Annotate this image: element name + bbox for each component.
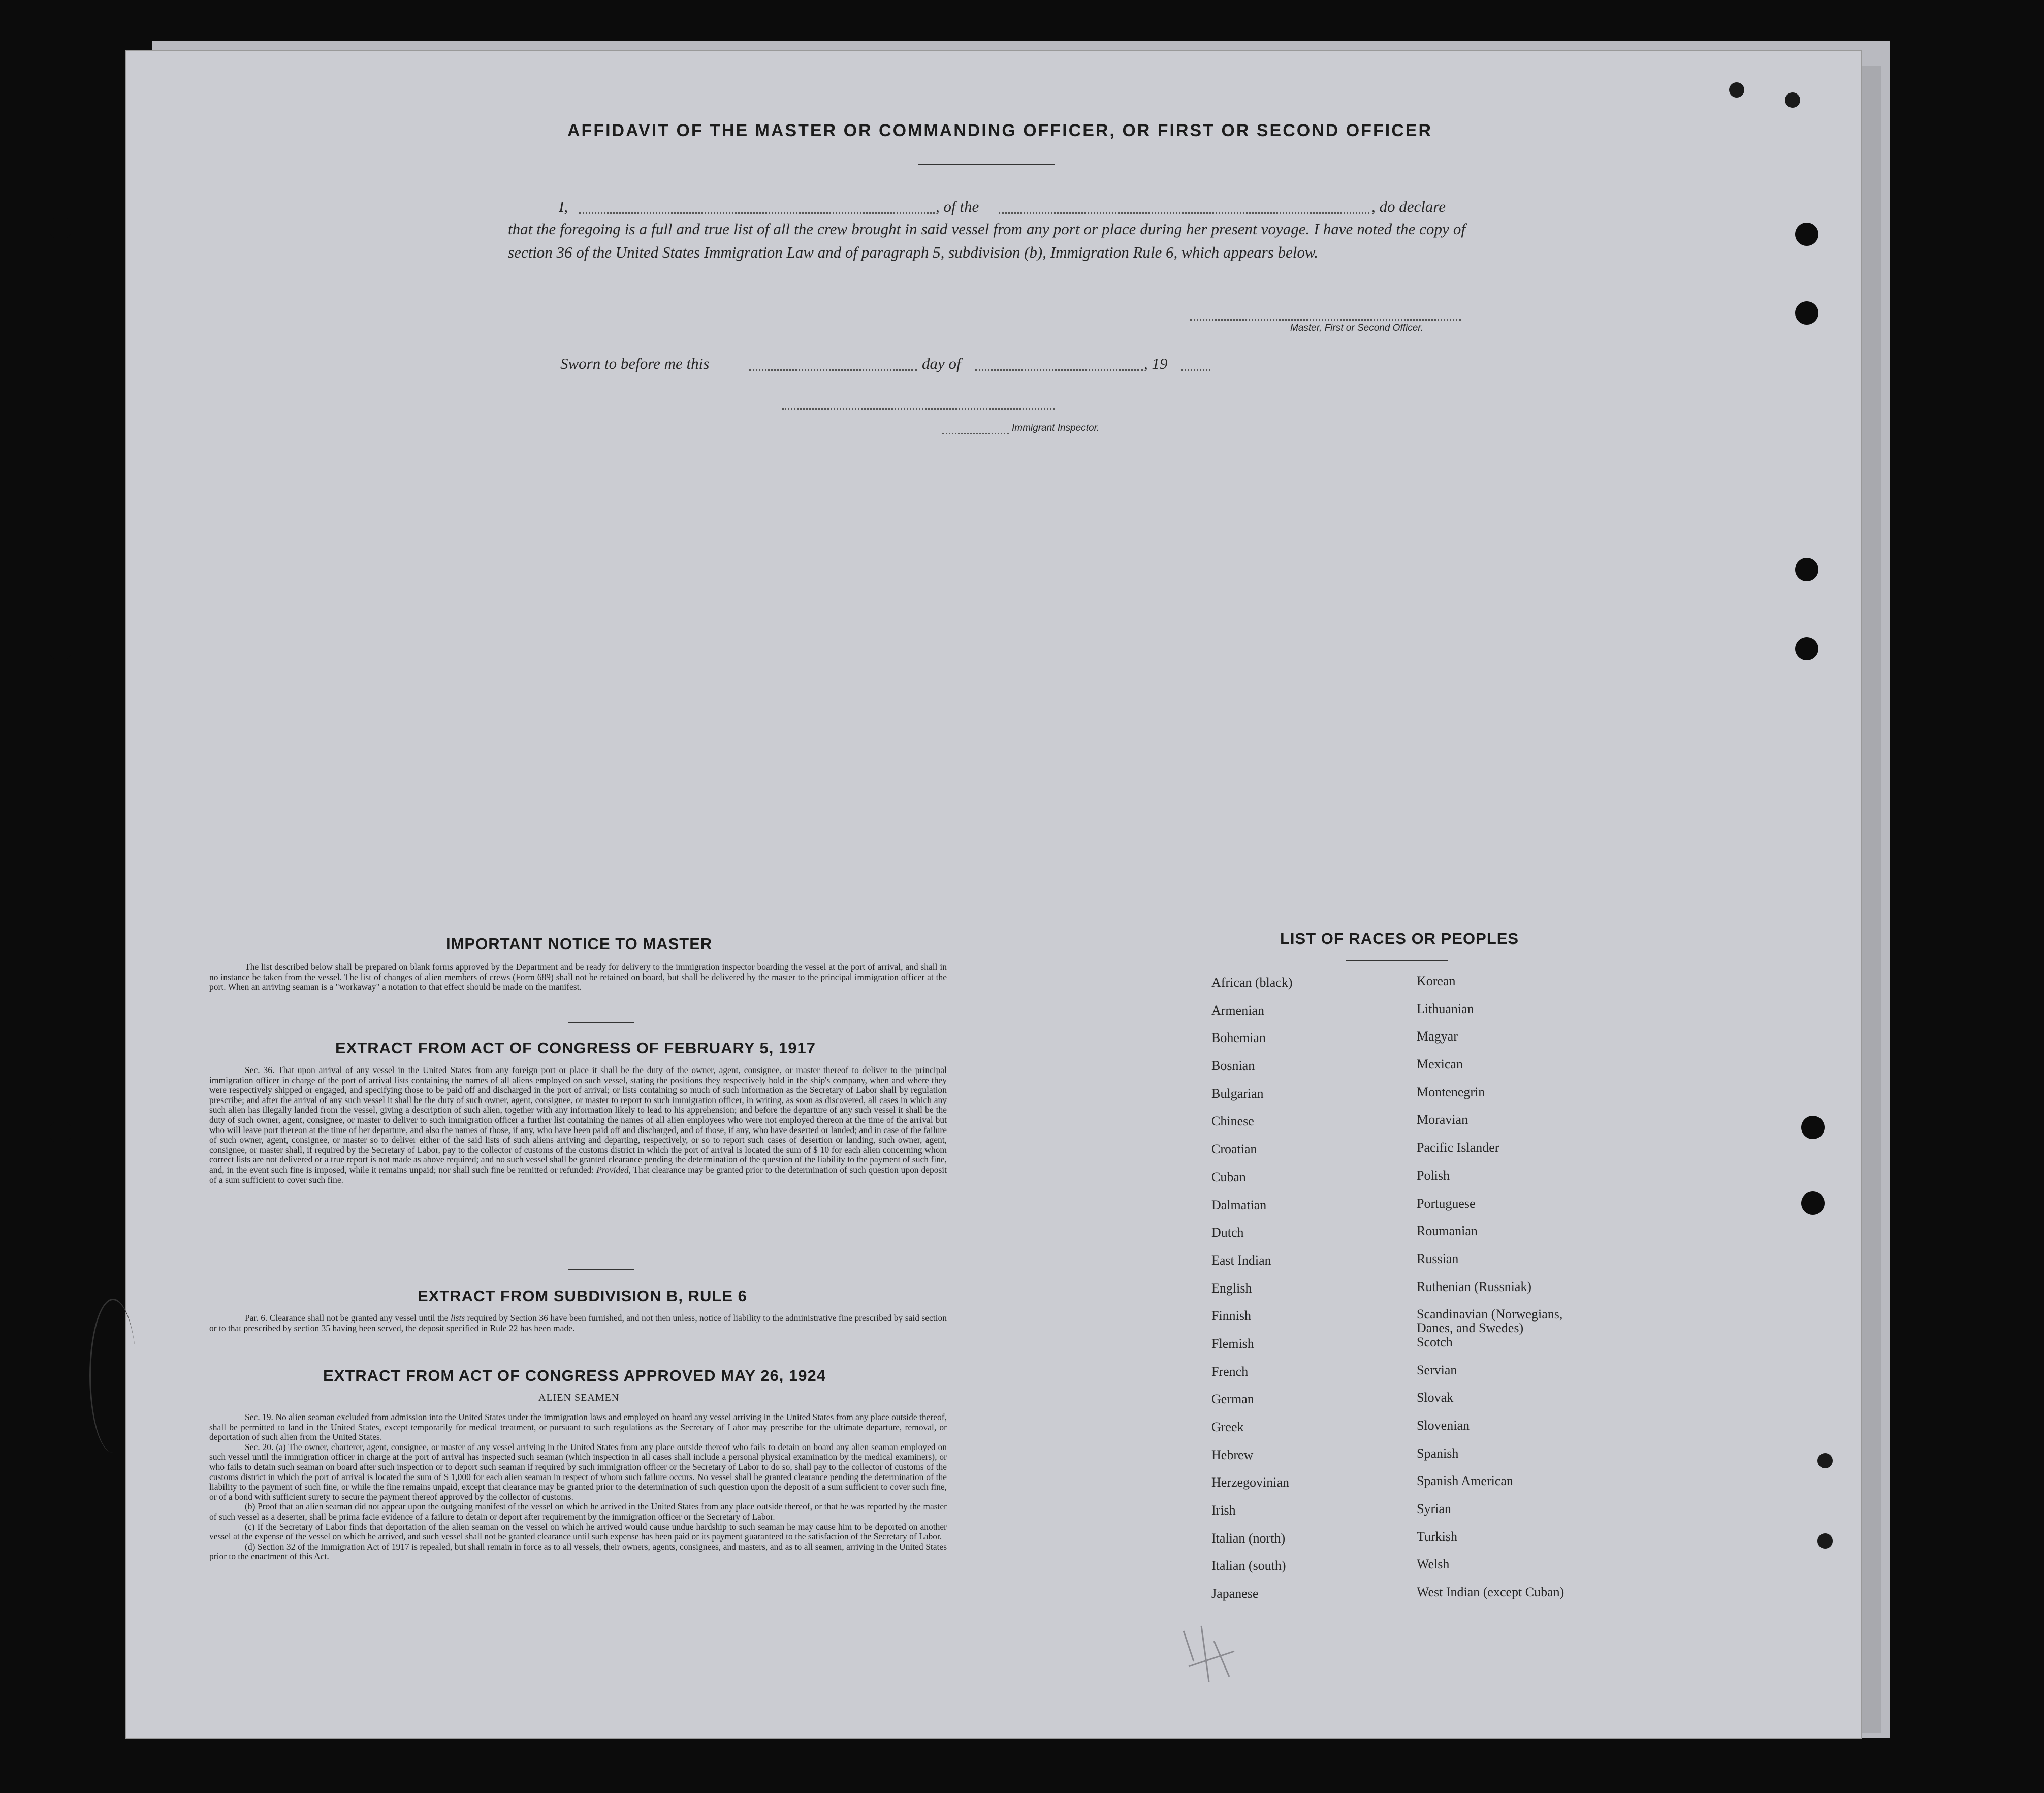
- punch-hole: [49, 559, 72, 582]
- race-item: French: [1211, 1364, 1249, 1379]
- race-item: Servian: [1417, 1362, 1457, 1377]
- race-item: Bulgarian: [1211, 1086, 1264, 1101]
- punch-hole: [1795, 558, 1818, 581]
- race-item: Spanish: [1417, 1445, 1459, 1461]
- race-item: Polish: [1417, 1168, 1450, 1183]
- race-item: Ruthenian (Russniak): [1417, 1279, 1532, 1294]
- race-item: Scotch: [1417, 1334, 1453, 1349]
- races-title-underline: [1346, 960, 1448, 961]
- notice-paragraph: The list described below shall be prepared on blank forms approved by the Department and be ready for delivery to the immigration inspector boarding the vessel at the port of arrival, and shall in no instance be taken from the vessel. The list of changes of alien members of crews (Form 689) shall not be retained on board, but shall be delivered by the master to the principal immigration officer at the port. When an arriving seaman is a "workaway" a notation to that effect should be made on the manifest.: [209, 962, 947, 992]
- sworn-day-blank: [749, 369, 917, 371]
- punch-hole: [1795, 223, 1818, 246]
- sec-20c-paragraph: (c) If the Secretary of Labor finds that deportation of the alien seaman on the vessel on which he arrived would cause undue hardship to such seaman he may cause him to be deported on another vessel at the expense of the vessel on which he arrived, and such vessel shall not be granted clearance until such expense has been paid or its payment guaranteed to the satisfaction of the Secretary of Labor.: [209, 1521, 947, 1542]
- extract-1917-body: [209, 1065, 947, 1185]
- races-title: LIST OF RACES OR PEOPLES: [1280, 930, 1519, 948]
- affidavit-line1-declare: , do declare: [1371, 198, 1446, 215]
- extract-rule6-body: [209, 1313, 947, 1333]
- race-item: German: [1211, 1392, 1254, 1407]
- officer-signature-line: [1190, 319, 1461, 321]
- race-item: Japanese: [1211, 1586, 1259, 1601]
- punch-hole: [49, 638, 72, 661]
- inspector-signature-line: [782, 408, 1055, 410]
- affidavit-title: AFFIDAVIT OF THE MASTER OR COMMANDING OFFICER, OR FIRST OR SECOND OFFICER: [567, 121, 1432, 140]
- extract-1917-title: EXTRACT FROM ACT OF CONGRESS OF FEBRUARY 5, 1917: [335, 1039, 816, 1057]
- punch-hole: [49, 1189, 72, 1212]
- extract-rule6-title: EXTRACT FROM SUBDIVISION B, RULE 6: [418, 1287, 747, 1305]
- race-item: Slovenian: [1417, 1418, 1470, 1433]
- affidavit-body: that the foregoing is a full and true list of all the crew brought in said vessel from any port or place during her present voyage. I have noted the copy of section 36 of the United States Immigration Law and of paragraph 5, subdivision (b), Immigration Rule 6, which appears below.: [508, 220, 1465, 261]
- sworn-year: , 19: [1144, 355, 1168, 372]
- race-item: Irish: [1211, 1503, 1236, 1518]
- race-item: Dutch: [1211, 1225, 1244, 1240]
- section-divider: [568, 1022, 634, 1023]
- race-item: Finnish: [1211, 1308, 1252, 1324]
- alien-seamen-subtitle: ALIEN SEAMEN: [538, 1392, 620, 1403]
- race-item: Herzegovinian: [1211, 1475, 1290, 1490]
- officer-signature-caption: Master, First or Second Officer.: [1290, 323, 1424, 333]
- race-item: Chinese: [1211, 1114, 1254, 1129]
- race-item: Korean: [1417, 973, 1456, 988]
- vessel-blank: [999, 212, 1369, 214]
- extract-1917-text: Sec. 36. That upon arrival of any vessel in the United States from any foreign port or place it shall be the duty of the owner, agent, consignee, or master thereof to deliver to the principal immigration officer in charge of the port of arrival lists containing the names of all aliens employed on such vessel, stating the positions they respectively hold in the ship's company, when and where they were respectively shipped or engaged, and specifying those to be paid off and discharged in the port of arrival; or lists containing so much of such information as the Secretary of Labor shall by regulation prescribe; and after the arrival of any such vessel it shall be the duty of such owner, agent, consignee, or master to report to such immigration officer, in writing, as soon as discovered, all cases in which any such alien has illegally landed from the vessel, giving a description of such alien, together with any information likely to lead to his apprehension; and before the departure of any such vessel it shall be the duty of such owner, agent, consignee, or master to deliver to such immigration officer a further list containing the names of all alien employees who were not employed thereon at the time of the arrival but who will leave port thereon at the time of her departure, and also the names of those, if any, who have been paid off and discharged, and of those, if any, who have deserted or landed; and in case of the failure of such owner, agent, consignee, or master so to deliver either of the said lists of such aliens arriving and departing, respectively, or so to report such cases of desertion or landing, such owner, agent, consignee, or master shall, if required by the Secretary of Labor, pay to the collector of customs of the customs district in which the port of arrival is located the sum of $ 10 for each alien concerning whom correct lists are not delivered or a true report is not made as above required; and no such vessel shall be granted clearance pending the determination of the question of the liability to the payment of such fine, and, in the event such fine is imposed, while it remains unpaid; nor shall such fine be remitted or refunded:: [209, 1065, 947, 1175]
- race-item: Mexican: [1417, 1057, 1463, 1072]
- race-item: Montenegrin: [1417, 1084, 1485, 1099]
- race-item: Lithuanian: [1417, 1001, 1474, 1016]
- races-left-column: [1211, 976, 1293, 1615]
- punch-hole: [1817, 1533, 1833, 1549]
- race-item: Turkish: [1417, 1529, 1457, 1544]
- race-item: Moravian: [1417, 1112, 1468, 1127]
- extract-1924-title: EXTRACT FROM ACT OF CONGRESS APPROVED MAY 26, 1924: [323, 1367, 826, 1385]
- punch-hole: [1801, 1191, 1825, 1215]
- race-item: African (black): [1211, 975, 1293, 990]
- provided-word: Provided,: [596, 1164, 631, 1175]
- race-item: Flemish: [1211, 1336, 1254, 1351]
- race-item: Cuban: [1211, 1169, 1246, 1184]
- affidavit-line1-i: I,: [559, 198, 568, 215]
- name-blank: [579, 212, 935, 214]
- sec-20a-paragraph: Sec. 20. (a) The owner, charterer, agent, consignee, or master of any vessel arriving in the United States from any place outside thereof who fails to detain on board any alien seaman employed on such vessel until the immigration officer in charge at the port of arrival has inspected such seaman (which inspection in all cases shall include a personal physical examination by the medical examiners), or who fails to detain such seaman on board after such inspection or to deport such seaman if required by such immigration officer or the Secretary of Labor to do so, shall pay to the collector of customs of the customs district in which the port of arrival is located the sum of $ 1,000 for each alien seaman in respect of whom such failure occurs. No vessel shall be granted clearance pending the determination of the liability to the payment of such fine, or while the fine remains unpaid, except that clearance may be granted prior to the determination of such question upon the deposit of a sum sufficient to cover such fine, or of a bond with sufficient surety to secure the payment thereof approved by the collector of customs.: [209, 1441, 947, 1502]
- race-item: West Indian (except Cuban): [1417, 1585, 1564, 1600]
- sworn-month-blank: [975, 369, 1143, 371]
- notice-title: IMPORTANT NOTICE TO MASTER: [446, 935, 713, 953]
- races-right-column: [1417, 974, 1600, 1613]
- string-mark: [89, 1299, 137, 1453]
- sec-19-paragraph: Sec. 19. No alien seaman excluded from admission into the United States under the immigration laws and employed on board any vessel arriving in the United States from any place outside thereof, shall be permitted to land in the United States, except temporarily for medical treatment, or pursuant to such regulations as the Secretary of Labor may prescribe for the ultimate departure, removal, or deportation of such alien from the United States.: [209, 1412, 947, 1442]
- punch-hole: [49, 1120, 72, 1144]
- page-edge: [1861, 66, 1881, 1733]
- punch-hole: [1801, 1116, 1825, 1139]
- race-item: Dalmatian: [1211, 1197, 1267, 1212]
- race-item: Greek: [1211, 1420, 1244, 1434]
- race-item: Armenian: [1211, 1002, 1264, 1018]
- title-underline: [918, 164, 1055, 165]
- race-item: Russian: [1417, 1251, 1459, 1266]
- race-item: Slovak: [1417, 1390, 1454, 1405]
- race-item: English: [1211, 1280, 1252, 1296]
- extract-rule6-text-end: required by Section 36 have been furnished, and not then unless, notice of liability to the administrative fine prescribed by said section or to that prescribed by section 35 having been served, the deposit specified in Rule 22 has been made.: [209, 1313, 947, 1333]
- sec-20d-paragraph: (d) Section 32 of the Immigration Act of 1917 is repealed, but shall remain in force as to all vessels, their owners, agents, consignees, and masters, and as to all seamen, arriving in the United States prior to the enactment of this Act.: [209, 1541, 947, 1562]
- extract-rule6-text: Par. 6. Clearance shall not be granted any vessel until the: [245, 1313, 449, 1323]
- race-item: Scandinavian (Norwegians, Danes, and Swedes): [1417, 1307, 1563, 1336]
- section-divider: [568, 1269, 634, 1270]
- sec-20b-paragraph: (b) Proof that an alien seaman did not appear upon the outgoing manifest of the vessel on which he arrived in the United States from any place outside thereof, or that he was reported by the master of such vessel as a deserter, shall be prima facie evidence of a failure to detain or deport after requirement by the immigration officer or the Secretary of Labor.: [209, 1501, 947, 1522]
- lists-word: lists: [450, 1313, 465, 1323]
- notice-body: [209, 962, 947, 992]
- race-item: Spanish American: [1417, 1473, 1513, 1489]
- inspector-caption-lead: [942, 433, 1009, 434]
- inspector-caption: Immigrant Inspector.: [1012, 423, 1100, 433]
- race-item: Roumanian: [1417, 1223, 1478, 1239]
- race-item: Portuguese: [1417, 1196, 1476, 1211]
- sworn-year-blank: [1181, 369, 1210, 371]
- race-item: East Indian: [1211, 1252, 1271, 1268]
- sworn-prefix: Sworn to before me this: [560, 355, 710, 372]
- extract-1917-paragraph: [209, 1065, 947, 1185]
- punch-hole: [49, 216, 72, 240]
- punch-hole: [1729, 82, 1744, 98]
- race-item: Magyar: [1417, 1029, 1458, 1044]
- extract-rule6-paragraph: [209, 1313, 947, 1333]
- sworn-day-of: day of: [922, 355, 961, 372]
- punch-hole: [1795, 301, 1818, 325]
- punch-hole: [1785, 92, 1800, 108]
- punch-hole: [1817, 1453, 1833, 1468]
- affidavit-line1-of: , of the: [936, 198, 979, 215]
- race-item: Italian (south): [1211, 1558, 1286, 1574]
- race-item: Syrian: [1417, 1501, 1451, 1517]
- race-item: Hebrew: [1211, 1447, 1254, 1462]
- race-item: Bosnian: [1211, 1058, 1255, 1074]
- punch-hole: [49, 299, 72, 322]
- pencil-scribble: [1173, 1621, 1255, 1697]
- extract-1917-text-end: That clearance may be granted prior to the determination of such question upon deposit of a sum sufficient to cover such fine.: [209, 1164, 947, 1185]
- race-item: Bohemian: [1211, 1030, 1266, 1046]
- race-item: Pacific Islander: [1417, 1140, 1499, 1155]
- race-item: Welsh: [1417, 1557, 1450, 1572]
- extract-1924-body: [209, 1412, 947, 1562]
- punch-hole: [1795, 637, 1818, 660]
- race-item: Croatian: [1211, 1142, 1257, 1157]
- race-item: Italian (north): [1211, 1530, 1286, 1546]
